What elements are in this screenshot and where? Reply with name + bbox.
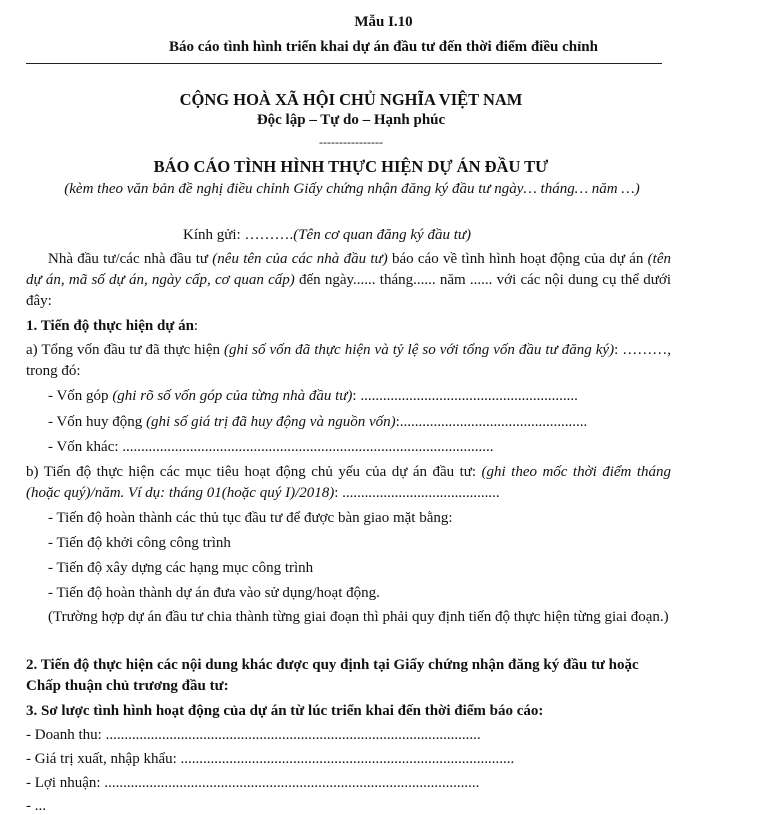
capital-mobilized — [48, 413, 587, 431]
header-divider — [26, 63, 662, 64]
national-motto: Độc lập – Tự do – Hạnh phúc — [256, 112, 446, 128]
intro-note-2: (tên dự án, mã số dự án, ngày cấp, cơ quan cấp) — [26, 251, 671, 288]
report-subtitle: (kèm theo văn bản đề nghị điều chỉnh Giấy chứng nhận đăng ký đầu tư ngày… tháng… năm …) — [64, 181, 640, 197]
s1b-text: b) Tiến độ thực hiện các mục tiêu hoạt động chủ yếu của dự án đầu tư: — [26, 464, 482, 480]
recipient-note: (Tên cơ quan đăng ký đầu tư) — [293, 227, 472, 243]
progress-item-2: - Tiến độ khởi công công trình — [48, 535, 231, 551]
revenue-row: - Doanh thu: .................................................................................................... — [26, 727, 481, 743]
section-1-heading-text: 1. Tiến độ thực hiện dự án — [26, 318, 194, 334]
motto-separator: ---------------- — [319, 135, 383, 149]
intro-text-2: báo cáo về tình hình hoạt động của dự án — [387, 251, 648, 267]
form-title: Báo cáo tình hình triển khai dự án đầu tư đến thời điểm điều chỉnh — [169, 39, 598, 55]
s1a-text: a) Tổng vốn đầu tư đã thực hiện — [26, 342, 224, 358]
v1-dots: : .......................................................... — [352, 388, 578, 404]
import-export-row: - Giá trị xuất, nhập khẩu: ......................................................................................... — [26, 751, 515, 767]
section-1-heading — [26, 317, 198, 335]
section-1-colon: : — [193, 318, 199, 334]
s1b-end: : .......................................... — [334, 485, 500, 501]
v1-note: (ghi rõ số vốn góp của từng nhà đầu tư) — [112, 388, 353, 404]
v1-label: - Vốn góp — [48, 388, 113, 404]
intro-text-3: đến ngày...... tháng...... năm ...... với các nội dung cụ thể dưới đây: — [26, 272, 671, 309]
report-title: BÁO CÁO TÌNH HÌNH THỰC HIỆN DỰ ÁN ĐẦU TƯ — [153, 157, 549, 176]
section-3-heading: 3. Sơ lược tình hình hoạt động của dự án từ lúc triển khai đến thời điểm báo cáo: — [26, 703, 544, 719]
capital-contribution — [48, 387, 578, 405]
v2-dots: :.................................................. — [395, 414, 588, 430]
v2-note: (ghi số giá trị đã huy động và nguồn vốn) — [146, 414, 396, 430]
section-2-heading: 2. Tiến độ thực hiện các nội dung khác được quy định tại Giấy chứng nhận đăng ký đầu tư hoặc Chấp thuận chủ trương đầu tư: — [26, 657, 639, 694]
section-1a — [26, 340, 671, 382]
progress-item-3: - Tiến độ xây dựng các hạng mục công trình — [48, 560, 314, 576]
s1a-note: (ghi số vốn đã thực hiện và tỷ lệ so với tổng vốn đầu tư đăng ký) — [224, 342, 615, 358]
more-row: - ... — [26, 798, 46, 814]
intro-note-1: (nêu tên của các nhà đầu tư) — [212, 251, 388, 267]
profit-row: - Lợi nhuận: .................................................................................................... — [26, 775, 480, 791]
capital-other: - Vốn khác: ................................................................................................... — [48, 439, 494, 455]
intro-paragraph — [26, 249, 671, 312]
intro-text-1: Nhà đầu tư/các nhà đầu tư — [48, 251, 213, 267]
national-name: CỘNG HOÀ XÃ HỘI CHỦ NGHĨA VIỆT NAM — [179, 90, 523, 109]
progress-item-1: - Tiến độ hoàn thành các thủ tục đầu tư để được bàn giao mặt bằng: — [48, 510, 453, 526]
phase-note: (Trường hợp dự án đầu tư chia thành từng giai đoạn thì phải quy định tiến độ thực hiện từng giai đoạn.) — [48, 609, 669, 625]
v2-label: - Vốn huy động — [48, 414, 147, 430]
s1b-note: (ghi theo mốc thời điểm tháng (hoặc quý)/năm. Ví dụ: tháng 01(hoặc quý I)/2018) — [26, 464, 671, 501]
recipient-label: Kính gửi: ………. — [183, 227, 294, 243]
recipient-line — [183, 226, 471, 244]
form-number: Mẫu I.10 — [354, 14, 413, 30]
section-1b — [26, 462, 671, 504]
s1a-end: : ………, trong đó: — [26, 342, 672, 379]
progress-item-4: - Tiến độ hoàn thành dự án đưa vào sử dụng/hoạt động. — [48, 585, 380, 601]
